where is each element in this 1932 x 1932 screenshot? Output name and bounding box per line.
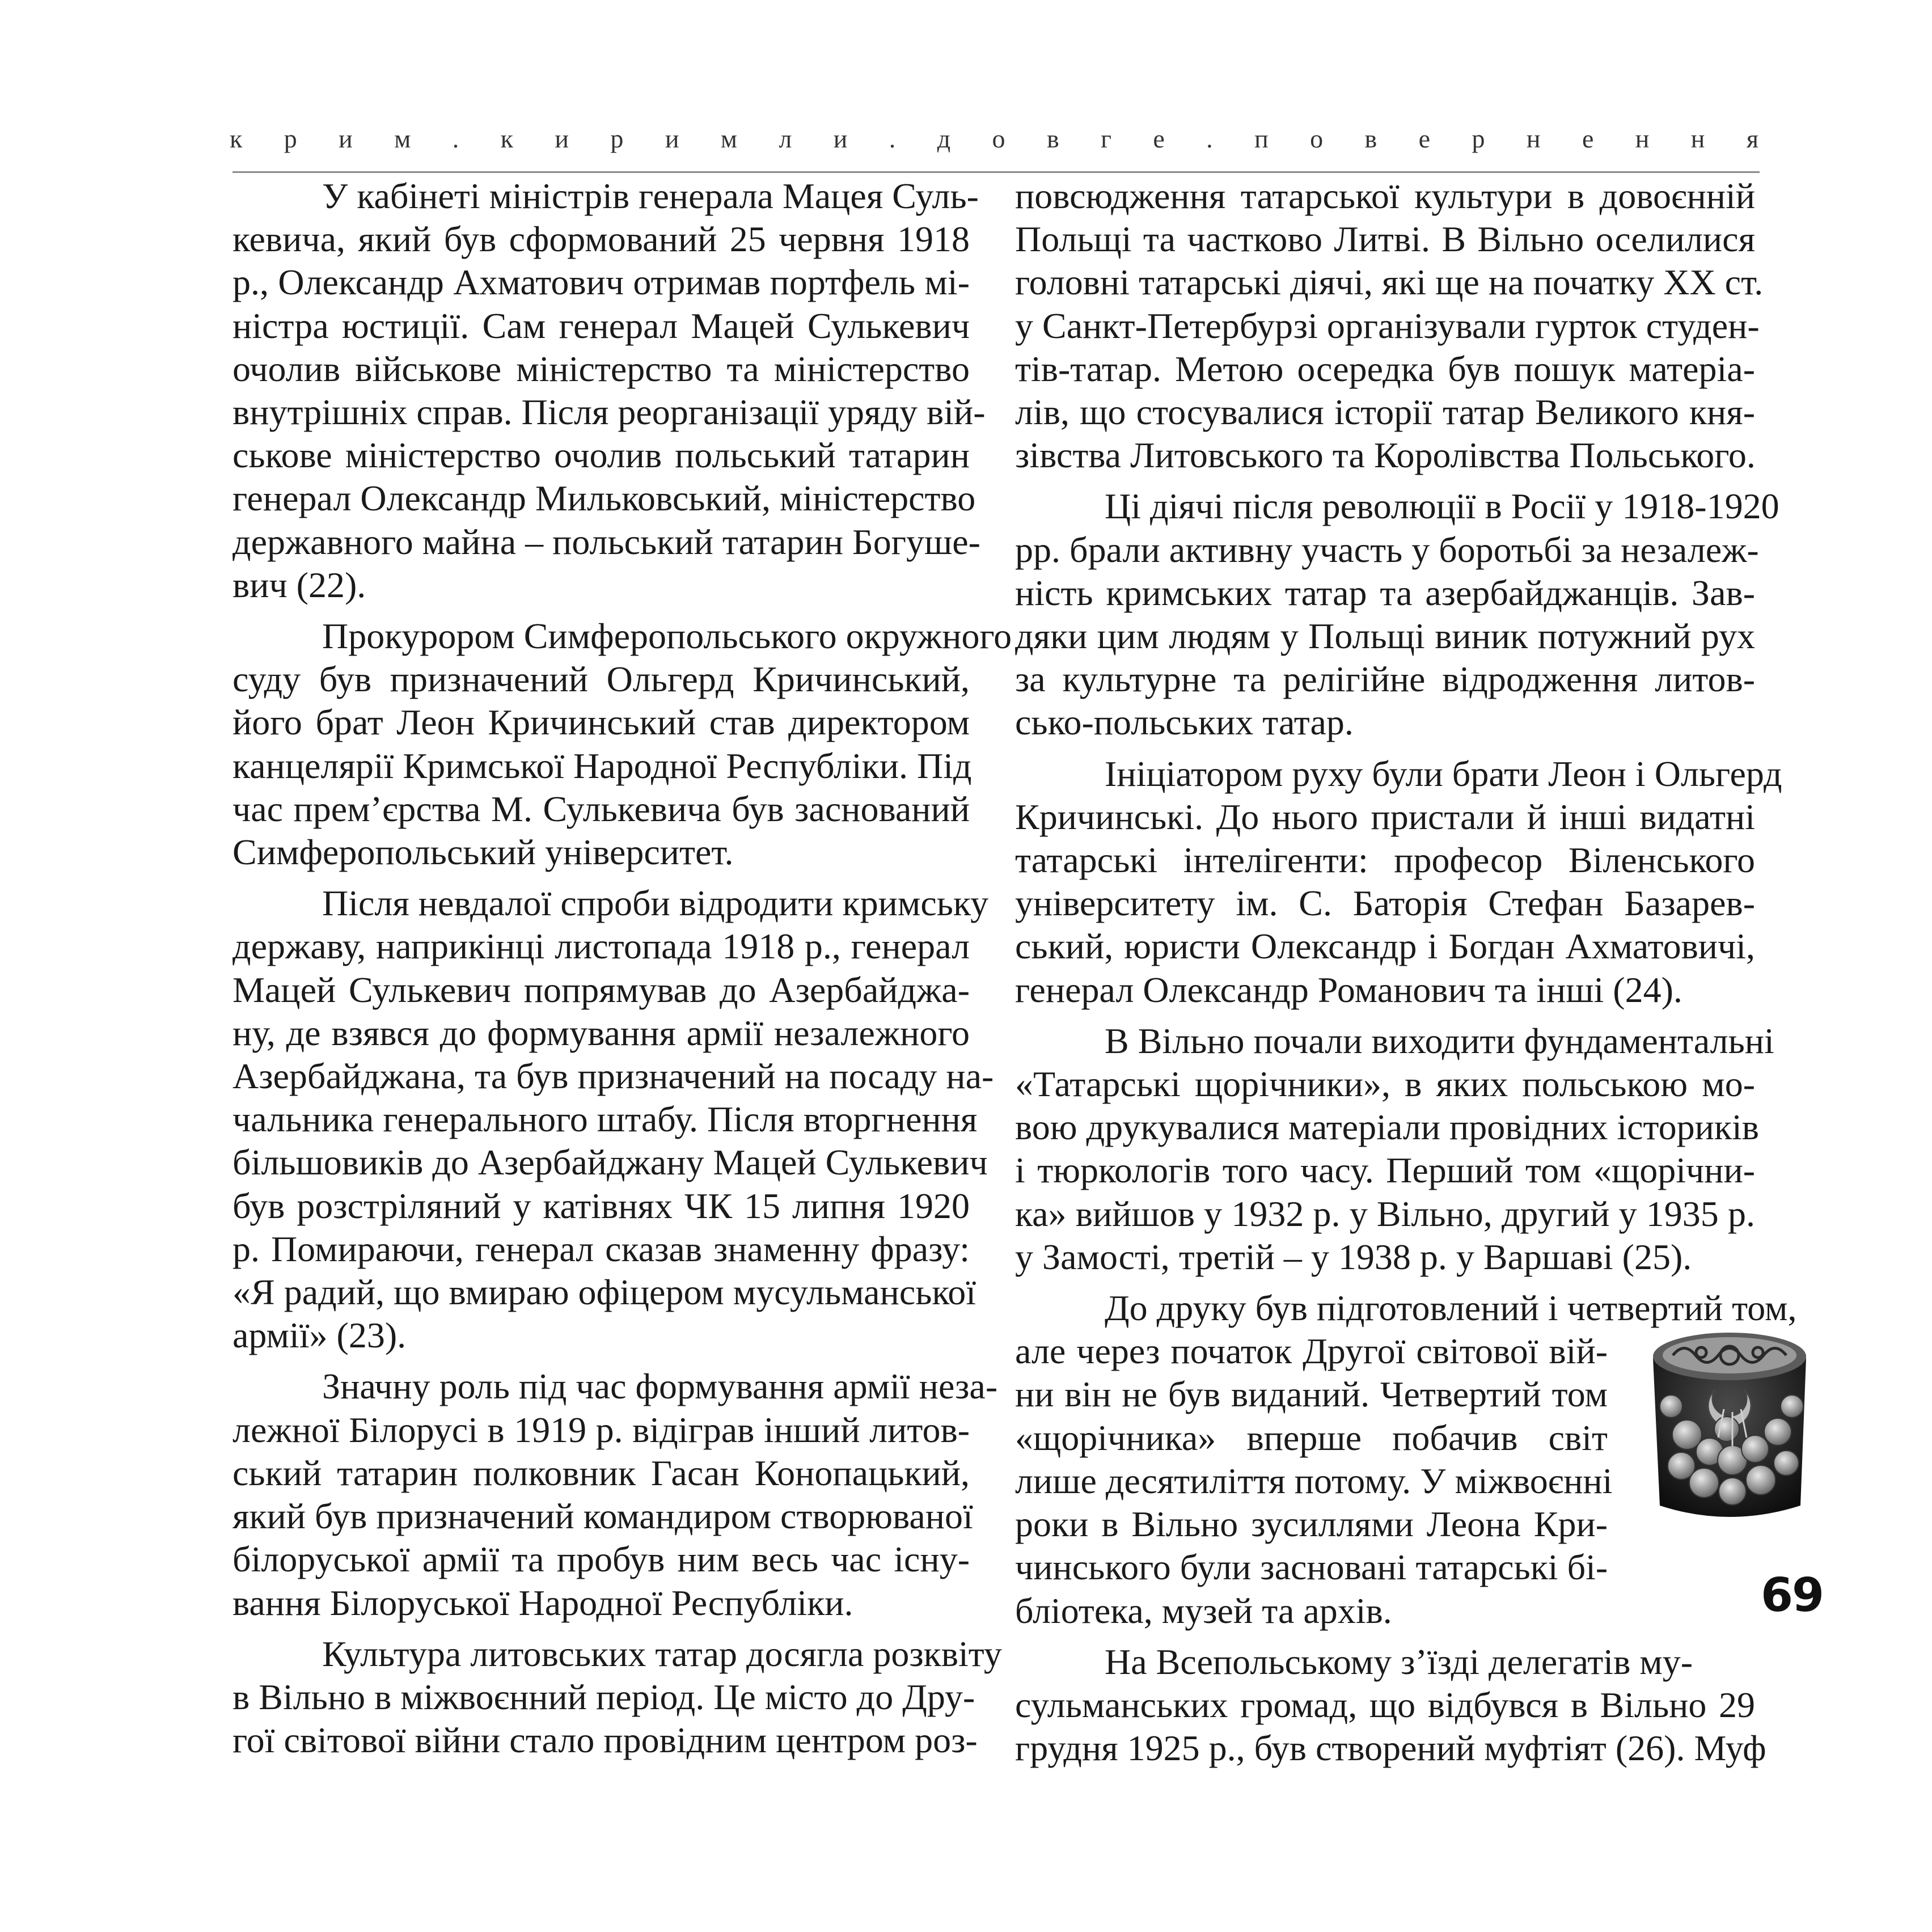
text-line: час прем’єрства М. Сулькевича був заснований [232,788,970,829]
text-line: Культура литовських татар досягла розквіту [322,1633,1002,1674]
text-line: очолив військове міністерство та міністерство [232,348,970,389]
text-line: рр. брали активну участь у боротьбі за незалеж- [1015,529,1759,570]
text-line: за культурне та релігійне відродження литов- [1015,659,1755,700]
text-line: ський, юристи Олександр і Богдан Ахматовичі, [1015,926,1755,967]
text-line: Кричинські. До нього пристали й інші видатні [1015,796,1755,837]
text-line: Після невдалої спроби відродити кримську [322,883,989,924]
text-line: ну, де взявся до формування армії незалежного [232,1012,970,1053]
text-line: сульманських громад, що відбувся в Вільно 29 [1015,1684,1755,1725]
text-line: В Вільно почали виходити фундаментальні [1105,1020,1774,1061]
paragraph [232,175,986,607]
text-line: сько-польських татар. [1015,702,1354,743]
text-line: Ці діячі після революції в Росії у 1918-1920 [1105,486,1779,527]
text-line: суду був призначений Ольгерд Кричинський, [232,659,970,700]
text-line: Ініціатором руху були брати Леон і Ольгерд [1105,753,1782,794]
paragraph [1015,752,1782,1012]
paragraph [232,615,1012,874]
text-line: зівства Литовського та Королівства Польського. [1015,435,1756,476]
text-line: більшовиків до Азербайджану Мацей Сулькевич [232,1142,988,1183]
text-line: генерал Олександр Романович та інші (24). [1015,969,1682,1010]
text-line: ськове міністерство очолив польський татарин [232,435,970,476]
left-column [232,175,1012,1770]
text-line: канцелярії Кримської Народної Республіки. Під [232,745,972,786]
text-line: державного майна – польський татарин Богуше- [232,521,980,562]
text-line: білоруської армії та пробув ним весь час існу- [232,1539,970,1580]
text-line: лежної Білорусі в 1919 р. відіграв інший литов- [232,1409,970,1450]
text-line: генерал Олександр Мильковський, міністерство [232,478,976,519]
text-line: «Татарські щорічники», в яких польською мо- [1015,1064,1755,1105]
text-line: ністра юстиції. Сам генерал Мацей Сулькевич [232,305,970,346]
text-line: дяки цим людям у Польщі виник потужний рух [1015,616,1755,657]
text-line: р. Помираючи, генерал сказав знаменну фразу: [232,1228,970,1269]
text-line: татарські інтелігенти: професор Віленського [1015,840,1755,881]
text-line: Мацей Сулькевич попрямував до Азербайджа- [232,969,970,1010]
paragraph [232,1365,998,1624]
text-line: чинського були засновані татарські бі- [1015,1547,1608,1588]
text-line: р., Олександр Ахматович отримав портфель мі- [232,262,970,303]
text-line: вою друкувалися матеріали провідних істориків [1015,1107,1759,1148]
text-line: вання Білоруської Народної Республіки. [232,1582,853,1623]
text-line: ський татарин полковник Гасан Конопацький, [232,1452,970,1493]
text-line: ка» вийшов у 1932 р. у Вільно, другий у 1935 р. [1015,1193,1755,1234]
text-line: Прокурором Симферопольського окружного [322,616,1012,657]
text-line: чальника генерального штабу. Після вторгнення [232,1099,978,1140]
text-line: «Я радий, що вмираю офіцером мусульманської [232,1272,976,1313]
text-line: ни він не був виданий. Четвертий том [1015,1374,1608,1415]
page-number: 69 [1761,1569,1824,1622]
paragraph [1015,175,1764,477]
text-line: У кабінеті міністрів генерала Мацея Суль- [322,176,979,216]
text-line: університету ім. С. Баторія Стефан Базарев- [1015,883,1755,924]
paragraph [232,882,994,1357]
header-rule [232,171,1760,173]
text-line: Симферопольський університет. [232,832,734,873]
text-line: На Всепольському з’їзді делегатів му- [1105,1641,1693,1682]
paragraph [1015,485,1779,744]
text-line: кевича, який був сформований 25 червня 1918 [232,219,970,260]
text-line: армії» (23). [232,1315,407,1356]
text-line: внутрішніх справ. Після реорганізації уряду вій- [232,392,986,433]
text-line: державу, наприкінці листопада 1918 р., генерал [232,926,970,967]
text-line: повсюдження татарської культури в довоєнній [1015,176,1755,216]
text-line: До друку був підготовлений і четвертий том, [1105,1288,1797,1329]
text-line: був розстріляний у катівнях ЧК 15 липня 1920 [232,1185,970,1226]
text-line: гої світової війни стало провідним центром роз- [232,1720,978,1761]
text-line: тів-татар. Метою осередка був пошук матеріа- [1015,348,1755,389]
text-line: Азербайджана, та був призначений на посаду на- [232,1056,994,1097]
paragraph [232,1633,1002,1762]
text-line: який був призначений командиром створюваної [232,1496,973,1537]
text-line: лише десятиліття потому. У міжвоєнні [1015,1460,1613,1501]
text-line: ність кримських татар та азербайджанців. Зав- [1015,572,1755,613]
text-line: у Санкт-Петербурзі організували гурток студен- [1015,305,1760,346]
text-line: і тюркологів того часу. Перший том «щорічни- [1015,1150,1755,1191]
fez-hat-image [1647,1304,1812,1548]
text-line: лів, що стосувалися історії татар Великого кня- [1015,392,1755,433]
text-line: вич (22). [232,564,366,605]
text-line: Значну роль під час формування армії неза- [322,1366,998,1407]
text-line: його брат Леон Кричинський став директором [232,702,970,743]
text-line: «щорічника» вперше побачив світ [1015,1417,1608,1458]
paragraph [1015,1020,1774,1279]
paragraph [1015,1641,1766,1770]
text-line: роки в Вільно зусиллями Леона Кри- [1015,1504,1608,1545]
text-line: бліотека, музей та архів. [1015,1590,1392,1631]
text-line: Польщі та частково Литві. В Вільно оселилися [1015,219,1755,260]
running-head: к р и м . к и р и м л и . д о в г е . п о в е р н е н н я [230,124,1761,153]
text-line: але через початок Другої світової вій- [1015,1331,1608,1372]
text-line: головні татарські діячі, які ще на початку XX ст. [1015,262,1764,303]
text-line: у Замості, третій – у 1938 р. у Варшаві (25). [1015,1236,1692,1277]
text-line: в Вільно в міжвоєнний період. Це місто до Дру- [232,1676,975,1717]
text-line: грудня 1925 р., був створений муфтіят (26). Муф [1015,1728,1766,1769]
